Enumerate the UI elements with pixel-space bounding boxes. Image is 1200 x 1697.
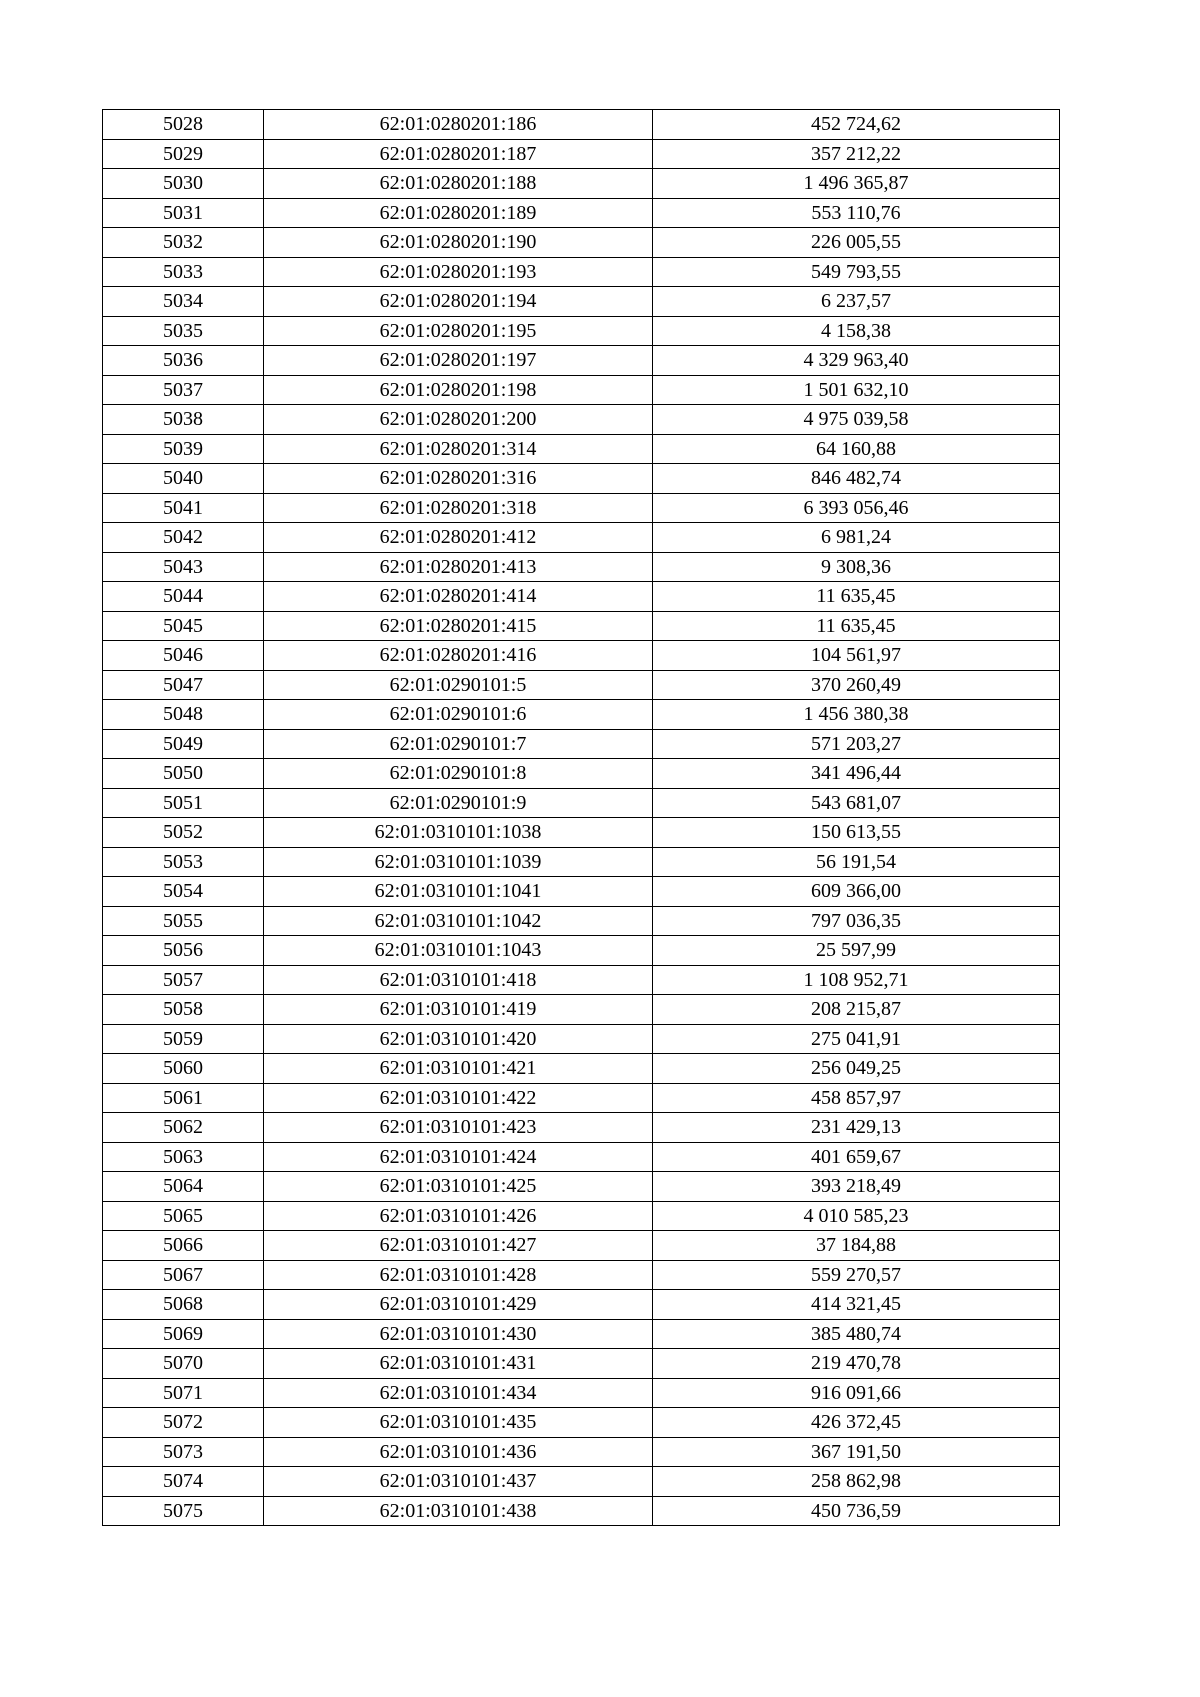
- row-number-cell: 5043: [103, 552, 264, 582]
- cadastral-value-cell: 11 635,45: [653, 582, 1060, 612]
- cadastral-number-cell: 62:01:0310101:422: [264, 1083, 653, 1113]
- row-number-cell: 5067: [103, 1260, 264, 1290]
- cadastral-value-cell: 150 613,55: [653, 818, 1060, 848]
- row-number-cell: 5045: [103, 611, 264, 641]
- table-row: [103, 1467, 1060, 1497]
- cadastral-number-cell: 62:01:0280201:198: [264, 375, 653, 405]
- table-row: [103, 405, 1060, 435]
- cadastral-number-cell: 62:01:0280201:412: [264, 523, 653, 553]
- cadastral-value-cell: 916 091,66: [653, 1378, 1060, 1408]
- row-number-cell: 5028: [103, 110, 264, 140]
- row-number-cell: 5069: [103, 1319, 264, 1349]
- cadastral-value-cell: 450 736,59: [653, 1496, 1060, 1526]
- cadastral-number-cell: 62:01:0280201:188: [264, 169, 653, 199]
- row-number-cell: 5072: [103, 1408, 264, 1438]
- table-row: [103, 434, 1060, 464]
- table-row: [103, 1378, 1060, 1408]
- table-row: [103, 641, 1060, 671]
- table-row: [103, 169, 1060, 199]
- cadastral-number-cell: 62:01:0310101:430: [264, 1319, 653, 1349]
- row-number-cell: 5073: [103, 1437, 264, 1467]
- cadastral-value-cell: 11 635,45: [653, 611, 1060, 641]
- cadastral-value-cell: 370 260,49: [653, 670, 1060, 700]
- cadastral-number-cell: 62:01:0310101:1041: [264, 877, 653, 907]
- table-row: [103, 700, 1060, 730]
- table-row: [103, 464, 1060, 494]
- row-number-cell: 5057: [103, 965, 264, 995]
- table-row: [103, 877, 1060, 907]
- table-row: [103, 228, 1060, 258]
- cadastral-value-cell: 6 237,57: [653, 287, 1060, 317]
- table-row: [103, 375, 1060, 405]
- row-number-cell: 5038: [103, 405, 264, 435]
- row-number-cell: 5055: [103, 906, 264, 936]
- table-row: [103, 1437, 1060, 1467]
- table-row: [103, 1024, 1060, 1054]
- table-row: [103, 847, 1060, 877]
- cadastral-number-cell: 62:01:0310101:428: [264, 1260, 653, 1290]
- cadastral-number-cell: 62:01:0280201:413: [264, 552, 653, 582]
- table-row: [103, 1113, 1060, 1143]
- cadastral-number-cell: 62:01:0310101:418: [264, 965, 653, 995]
- cadastral-value-cell: 559 270,57: [653, 1260, 1060, 1290]
- cadastral-number-cell: 62:01:0280201:316: [264, 464, 653, 494]
- row-number-cell: 5042: [103, 523, 264, 553]
- row-number-cell: 5050: [103, 759, 264, 789]
- cadastral-number-cell: 62:01:0290101:8: [264, 759, 653, 789]
- cadastral-value-cell: 6 393 056,46: [653, 493, 1060, 523]
- table-row: [103, 1319, 1060, 1349]
- table-row: [103, 670, 1060, 700]
- row-number-cell: 5046: [103, 641, 264, 671]
- row-number-cell: 5032: [103, 228, 264, 258]
- cadastral-value-cell: 9 308,36: [653, 552, 1060, 582]
- table-row: [103, 759, 1060, 789]
- cadastral-number-cell: 62:01:0280201:200: [264, 405, 653, 435]
- row-number-cell: 5071: [103, 1378, 264, 1408]
- row-number-cell: 5070: [103, 1349, 264, 1379]
- cadastral-number-cell: 62:01:0280201:415: [264, 611, 653, 641]
- row-number-cell: 5030: [103, 169, 264, 199]
- row-number-cell: 5064: [103, 1172, 264, 1202]
- cadastral-value-cell: 1 501 632,10: [653, 375, 1060, 405]
- table-row: [103, 287, 1060, 317]
- cadastral-number-cell: 62:01:0310101:1038: [264, 818, 653, 848]
- table-row: [103, 818, 1060, 848]
- row-number-cell: 5040: [103, 464, 264, 494]
- row-number-cell: 5052: [103, 818, 264, 848]
- row-number-cell: 5074: [103, 1467, 264, 1497]
- row-number-cell: 5068: [103, 1290, 264, 1320]
- cadastral-number-cell: 62:01:0310101:424: [264, 1142, 653, 1172]
- cadastral-value-cell: 256 049,25: [653, 1054, 1060, 1084]
- table-row: [103, 257, 1060, 287]
- table-row: [103, 729, 1060, 759]
- cadastral-value-cell: 367 191,50: [653, 1437, 1060, 1467]
- cadastral-value-cell: 846 482,74: [653, 464, 1060, 494]
- cadastral-number-cell: 62:01:0310101:437: [264, 1467, 653, 1497]
- table-row: [103, 611, 1060, 641]
- table-row: [103, 1496, 1060, 1526]
- cadastral-number-cell: 62:01:0310101:425: [264, 1172, 653, 1202]
- cadastral-value-cell: 25 597,99: [653, 936, 1060, 966]
- table-row: [103, 1349, 1060, 1379]
- row-number-cell: 5047: [103, 670, 264, 700]
- row-number-cell: 5059: [103, 1024, 264, 1054]
- cadastral-value-cell: 452 724,62: [653, 110, 1060, 140]
- cadastral-number-cell: 62:01:0310101:421: [264, 1054, 653, 1084]
- table-row: [103, 346, 1060, 376]
- cadastral-number-cell: 62:01:0290101:5: [264, 670, 653, 700]
- table-row: [103, 110, 1060, 140]
- cadastral-value-cell: 6 981,24: [653, 523, 1060, 553]
- row-number-cell: 5049: [103, 729, 264, 759]
- row-number-cell: 5060: [103, 1054, 264, 1084]
- cadastral-value-cell: 401 659,67: [653, 1142, 1060, 1172]
- table-row: [103, 1142, 1060, 1172]
- table-row: [103, 139, 1060, 169]
- row-number-cell: 5075: [103, 1496, 264, 1526]
- cadastral-number-cell: 62:01:0280201:193: [264, 257, 653, 287]
- table-row: [103, 965, 1060, 995]
- cadastral-number-cell: 62:01:0280201:195: [264, 316, 653, 346]
- cadastral-value-cell: 571 203,27: [653, 729, 1060, 759]
- table-row: [103, 552, 1060, 582]
- cadastral-value-cell: 385 480,74: [653, 1319, 1060, 1349]
- cadastral-number-cell: 62:01:0310101:1043: [264, 936, 653, 966]
- table-row: [103, 316, 1060, 346]
- cadastral-value-cell: 37 184,88: [653, 1231, 1060, 1261]
- cadastral-value-cell: 219 470,78: [653, 1349, 1060, 1379]
- row-number-cell: 5065: [103, 1201, 264, 1231]
- table-row: [103, 1408, 1060, 1438]
- cadastral-value-cell: 797 036,35: [653, 906, 1060, 936]
- cadastral-number-cell: 62:01:0280201:189: [264, 198, 653, 228]
- cadastral-number-cell: 62:01:0310101:427: [264, 1231, 653, 1261]
- cadastral-value-table: [102, 109, 1060, 1526]
- cadastral-number-cell: 62:01:0290101:9: [264, 788, 653, 818]
- table-row: [103, 1054, 1060, 1084]
- row-number-cell: 5041: [103, 493, 264, 523]
- row-number-cell: 5056: [103, 936, 264, 966]
- row-number-cell: 5037: [103, 375, 264, 405]
- row-number-cell: 5053: [103, 847, 264, 877]
- cadastral-value-cell: 275 041,91: [653, 1024, 1060, 1054]
- cadastral-value-cell: 1 456 380,38: [653, 700, 1060, 730]
- row-number-cell: 5048: [103, 700, 264, 730]
- cadastral-number-cell: 62:01:0310101:435: [264, 1408, 653, 1438]
- cadastral-number-cell: 62:01:0310101:420: [264, 1024, 653, 1054]
- row-number-cell: 5063: [103, 1142, 264, 1172]
- cadastral-value-cell: 56 191,54: [653, 847, 1060, 877]
- cadastral-number-cell: 62:01:0280201:190: [264, 228, 653, 258]
- row-number-cell: 5039: [103, 434, 264, 464]
- cadastral-number-cell: 62:01:0280201:318: [264, 493, 653, 523]
- table-row: [103, 493, 1060, 523]
- cadastral-value-cell: 231 429,13: [653, 1113, 1060, 1143]
- cadastral-value-cell: 393 218,49: [653, 1172, 1060, 1202]
- cadastral-value-cell: 1 108 952,71: [653, 965, 1060, 995]
- cadastral-value-cell: 414 321,45: [653, 1290, 1060, 1320]
- cadastral-value-cell: 4 010 585,23: [653, 1201, 1060, 1231]
- row-number-cell: 5033: [103, 257, 264, 287]
- cadastral-value-cell: 4 329 963,40: [653, 346, 1060, 376]
- cadastral-number-cell: 62:01:0310101:434: [264, 1378, 653, 1408]
- table-row: [103, 906, 1060, 936]
- row-number-cell: 5035: [103, 316, 264, 346]
- row-number-cell: 5036: [103, 346, 264, 376]
- cadastral-number-cell: 62:01:0310101:1042: [264, 906, 653, 936]
- row-number-cell: 5062: [103, 1113, 264, 1143]
- cadastral-value-cell: 64 160,88: [653, 434, 1060, 464]
- table-row: [103, 936, 1060, 966]
- row-number-cell: 5061: [103, 1083, 264, 1113]
- table-row: [103, 995, 1060, 1025]
- cadastral-number-cell: 62:01:0310101:419: [264, 995, 653, 1025]
- row-number-cell: 5051: [103, 788, 264, 818]
- table-row: [103, 1260, 1060, 1290]
- cadastral-value-cell: 1 496 365,87: [653, 169, 1060, 199]
- cadastral-value-cell: 104 561,97: [653, 641, 1060, 671]
- cadastral-value-cell: 458 857,97: [653, 1083, 1060, 1113]
- cadastral-number-cell: 62:01:0290101:6: [264, 700, 653, 730]
- row-number-cell: 5044: [103, 582, 264, 612]
- cadastral-value-cell: 208 215,87: [653, 995, 1060, 1025]
- cadastral-number-cell: 62:01:0310101:1039: [264, 847, 653, 877]
- cadastral-value-cell: 258 862,98: [653, 1467, 1060, 1497]
- table-row: [103, 788, 1060, 818]
- cadastral-value-cell: 543 681,07: [653, 788, 1060, 818]
- row-number-cell: 5034: [103, 287, 264, 317]
- cadastral-value-cell: 549 793,55: [653, 257, 1060, 287]
- cadastral-value-cell: 341 496,44: [653, 759, 1060, 789]
- cadastral-number-cell: 62:01:0310101:423: [264, 1113, 653, 1143]
- cadastral-value-cell: 426 372,45: [653, 1408, 1060, 1438]
- cadastral-value-cell: 226 005,55: [653, 228, 1060, 258]
- table-row: [103, 1201, 1060, 1231]
- table-row: [103, 582, 1060, 612]
- row-number-cell: 5029: [103, 139, 264, 169]
- cadastral-number-cell: 62:01:0310101:431: [264, 1349, 653, 1379]
- cadastral-number-cell: 62:01:0310101:429: [264, 1290, 653, 1320]
- cadastral-value-cell: 4 975 039,58: [653, 405, 1060, 435]
- cadastral-number-cell: 62:01:0290101:7: [264, 729, 653, 759]
- cadastral-value-cell: 553 110,76: [653, 198, 1060, 228]
- cadastral-number-cell: 62:01:0310101:436: [264, 1437, 653, 1467]
- cadastral-number-cell: 62:01:0310101:438: [264, 1496, 653, 1526]
- cadastral-number-cell: 62:01:0280201:186: [264, 110, 653, 140]
- cadastral-value-cell: 4 158,38: [653, 316, 1060, 346]
- row-number-cell: 5031: [103, 198, 264, 228]
- cadastral-number-cell: 62:01:0280201:414: [264, 582, 653, 612]
- table-row: [103, 1290, 1060, 1320]
- table-body: [103, 110, 1060, 1526]
- table-row: [103, 1231, 1060, 1261]
- cadastral-value-cell: 609 366,00: [653, 877, 1060, 907]
- table-row: [103, 1172, 1060, 1202]
- cadastral-number-cell: 62:01:0280201:314: [264, 434, 653, 464]
- cadastral-number-cell: 62:01:0280201:187: [264, 139, 653, 169]
- cadastral-number-cell: 62:01:0280201:194: [264, 287, 653, 317]
- table-row: [103, 1083, 1060, 1113]
- cadastral-number-cell: 62:01:0280201:416: [264, 641, 653, 671]
- cadastral-value-cell: 357 212,22: [653, 139, 1060, 169]
- table-row: [103, 523, 1060, 553]
- row-number-cell: 5054: [103, 877, 264, 907]
- row-number-cell: 5058: [103, 995, 264, 1025]
- table-row: [103, 198, 1060, 228]
- cadastral-number-cell: 62:01:0280201:197: [264, 346, 653, 376]
- row-number-cell: 5066: [103, 1231, 264, 1261]
- cadastral-number-cell: 62:01:0310101:426: [264, 1201, 653, 1231]
